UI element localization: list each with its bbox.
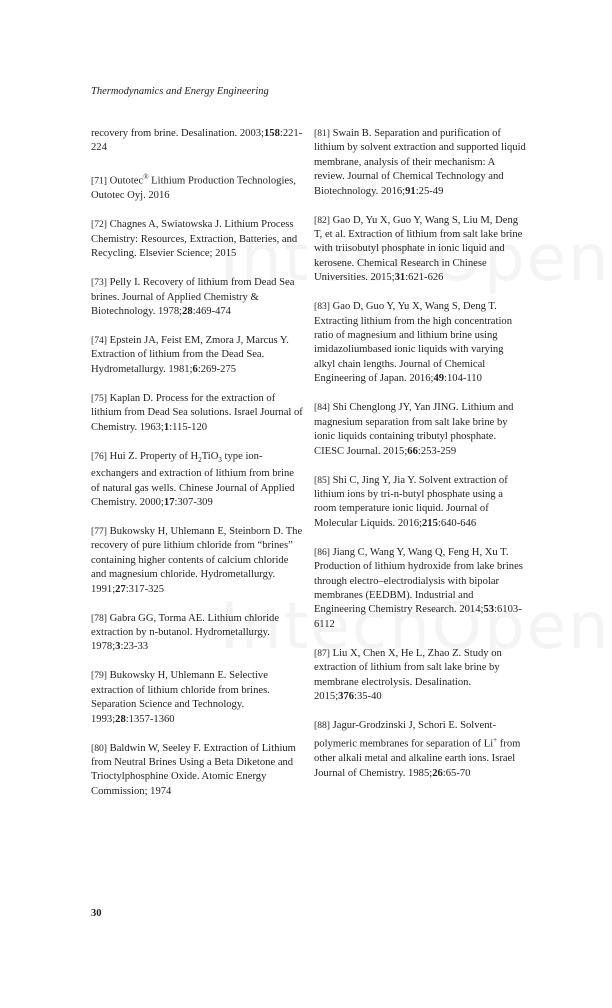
reference-text: Epstein JA, Feist EM, Zmora J, Marcus Y. Extraction of lithium from the Dead Sea. Hydrometallurgy. 1981; bbox=[91, 334, 289, 375]
reference-text: Shi Chenglong JY, Yan JING. Lithium and magnesium separation from salt lake brine by ionic liquids containing tributyl phosphate. CIESC Journal. 2015; bbox=[314, 402, 514, 457]
reference-volume: 27 bbox=[115, 583, 126, 595]
reference-number: [81] bbox=[314, 128, 330, 139]
reference-entry bbox=[314, 474, 526, 532]
reference-number: [76] bbox=[91, 450, 107, 462]
reference-entry bbox=[91, 525, 303, 597]
reference-volume: 26 bbox=[432, 767, 443, 779]
reference-text: 3 bbox=[218, 455, 222, 464]
reference-text: Chagnes A, Swiatowska J. Lithium Process Chemistry: Resources, Extraction, Batteries, and Recycling. Elsevier Science; 2015 bbox=[91, 219, 298, 260]
reference-volume: 158 bbox=[263, 128, 280, 139]
reference-volume: 215 bbox=[421, 517, 438, 529]
reference-number: [82] bbox=[314, 214, 330, 226]
reference-volume: 66 bbox=[407, 445, 418, 457]
reference-text: 2 bbox=[198, 455, 202, 464]
reference-entry bbox=[91, 170, 303, 203]
reference-entry bbox=[91, 334, 303, 377]
reference-text: Swain B. Separation and purification of lithium by solvent extraction and supported liquid membrane, analysis of their mechanism: A review. Journal of Chemical Technology and Biotechnology. 2016; bbox=[314, 128, 526, 197]
reference-text: :221-224 bbox=[91, 128, 303, 154]
reference-text: Gao D, Guo Y, Yu X, Wang S, Deng T. Extracting lithium from the high concentration ratio of magnesium and lithium brine using imidazoliumbased ionic liquids with varying alkyl chain lengths. Journal of Chemical Engineering of Japan. 2016; bbox=[314, 301, 512, 385]
reference-text: :253-259 bbox=[417, 445, 457, 457]
reference-text: recovery from brine. Desalination. 2003; bbox=[91, 128, 264, 139]
reference-entry bbox=[314, 719, 526, 781]
reference-text: :35-40 bbox=[354, 690, 382, 702]
reference-text: Liu X, Chen X, He L, Zhao Z. Study on extraction of lithium from salt lake brine by membrane electrolysis. Desalination. 2015; bbox=[314, 647, 502, 702]
reference-text: :317-325 bbox=[125, 583, 164, 595]
reference-text: type ion-exchangers and extraction of lithium from brine of natural gas wells. Chinese Journal of Applied Chemistry. 2000; bbox=[91, 450, 295, 508]
reference-text: Lithium Production Technologies, Outotec Oyj. 2016 bbox=[91, 175, 296, 202]
reference-column-left bbox=[91, 127, 303, 814]
reference-entry bbox=[314, 127, 526, 199]
reference-text: Shi C, Jing Y, Jia Y. Solvent extraction of lithium ions by tri-n-butyl phosphate using a room temperature ionic liquid. Journal of Molecular Liquids. 2016; bbox=[314, 474, 508, 529]
reference-number: [87] bbox=[314, 647, 330, 659]
reference-number: [77] bbox=[91, 525, 107, 537]
reference-text: :469-474 bbox=[192, 305, 231, 317]
reference-volume: 91 bbox=[405, 185, 416, 197]
reference-text: Kaplan D. Process for the extraction of lithium from Dead Sea solutions. Israel Journal of Chemistry. 1963; bbox=[91, 392, 303, 433]
reference-text: ® bbox=[143, 173, 149, 182]
reference-text: :269-275 bbox=[197, 363, 237, 375]
reference-entry bbox=[91, 669, 303, 727]
reference-text: Pelly I. Recovery of lithium from Dead Sea brines. Journal of Applied Chemistry & Biotechnology. 1978; bbox=[91, 277, 295, 317]
reference-entry bbox=[314, 401, 526, 459]
reference-volume: 3 bbox=[115, 641, 121, 653]
reference-entry bbox=[314, 300, 526, 386]
reference-number: [78] bbox=[91, 612, 107, 624]
reference-entry bbox=[314, 546, 526, 632]
reference-entry bbox=[91, 218, 303, 261]
reference-volume: 49 bbox=[433, 373, 445, 385]
reference-column-right bbox=[314, 127, 526, 796]
reference-number: [72] bbox=[91, 219, 107, 231]
reference-text: Bukowsky H, Uhlemann E. Selective extraction of lithium chloride from brines. Separation Science and Technology. 1993; bbox=[91, 670, 270, 725]
reference-entry bbox=[91, 742, 303, 800]
reference-text: :104-110 bbox=[444, 373, 482, 385]
reference-number: [88] bbox=[314, 719, 330, 731]
reference-volume: 1 bbox=[163, 421, 170, 433]
reference-volume: 28 bbox=[115, 713, 126, 725]
reference-number: [85] bbox=[314, 474, 330, 486]
reference-volume: 376 bbox=[338, 690, 355, 702]
reference-text: :307-309 bbox=[174, 496, 213, 508]
reference-volume: 17 bbox=[163, 496, 175, 508]
reference-number: [71] bbox=[91, 175, 107, 187]
reference-text: Jagur-Grodzinski J, Schori E. Solvent-polymeric membranes for separation of Li bbox=[314, 719, 497, 750]
reference-text: :25-49 bbox=[415, 185, 444, 197]
reference-text: Outotec bbox=[109, 175, 144, 187]
reference-text: :23-33 bbox=[120, 641, 149, 653]
reference-entry bbox=[91, 127, 303, 156]
reference-number: [73] bbox=[91, 277, 107, 289]
reference-text: Bukowsky H, Uhlemann E, Steinborn D. The recovery of pure lithium chloride from “brines” containing higher contents of calcium chloride and magnesium chloride. Hydrometallurgy. 1991; bbox=[91, 525, 303, 595]
reference-number: [79] bbox=[91, 670, 107, 682]
reference-text: Baldwin W, Seeley F. Extraction of Lithium from Neutral Brines Using a Beta Diketone and Trioctylphosphine Oxide. Atomic Energy Commission; 1974 bbox=[91, 742, 296, 797]
reference-text: Gabra GG, Torma AE. Lithium chloride extraction by n-butanol. Hydrometallurgy. 1978; bbox=[91, 612, 280, 653]
reference-entry bbox=[91, 450, 303, 511]
reference-text: Jiang C, Wang Y, Wang Q, Feng H, Xu T. Production of lithium hydroxide from lake brines through electro–electrodialysis with bipolar membranes (EEDBM). Industrial and Engineering Chemistry Research. 2014; bbox=[314, 546, 523, 616]
reference-text: :115-120 bbox=[169, 421, 208, 433]
reference-text: TiO bbox=[201, 450, 219, 462]
reference-volume: 31 bbox=[394, 272, 406, 284]
reference-text: :6103-6112 bbox=[314, 604, 522, 630]
reference-number: [75] bbox=[91, 392, 107, 404]
reference-entry bbox=[91, 276, 303, 319]
reference-number: [74] bbox=[91, 334, 107, 346]
reference-text: + bbox=[493, 736, 498, 745]
reference-text: from other alkali metal and alkaline earth ions. Israel Journal of Chemistry. 1985; bbox=[314, 738, 521, 779]
reference-text: :621-626 bbox=[405, 272, 444, 284]
reference-text: Hui Z. Property of H bbox=[109, 450, 199, 462]
reference-text: Gao D, Yu X, Guo Y, Wang S, Liu M, Deng T, et al. Extraction of lithium from salt lake brine with triisobutyl phosphate in ionic liquid and kerosene. Chemical Research in Chinese Universities. 2015; bbox=[314, 214, 523, 284]
reference-number: [80] bbox=[91, 742, 107, 754]
reference-entry bbox=[91, 612, 303, 655]
reference-volume: 53 bbox=[483, 604, 495, 616]
reference-number: [84] bbox=[314, 402, 330, 414]
reference-text: :640-646 bbox=[437, 517, 477, 529]
reference-number: [83] bbox=[314, 301, 330, 313]
reference-text: :1357-1360 bbox=[125, 713, 175, 725]
running-head: Thermodynamics and Energy Engineering bbox=[91, 86, 269, 97]
page-number: 30 bbox=[91, 908, 102, 919]
reference-text: :65-70 bbox=[442, 767, 471, 779]
reference-volume: 28 bbox=[182, 305, 193, 317]
reference-entry bbox=[314, 214, 526, 286]
reference-entry bbox=[91, 392, 303, 435]
reference-number: [86] bbox=[314, 546, 330, 558]
reference-entry bbox=[314, 647, 526, 705]
reference-volume: 6 bbox=[192, 363, 198, 375]
